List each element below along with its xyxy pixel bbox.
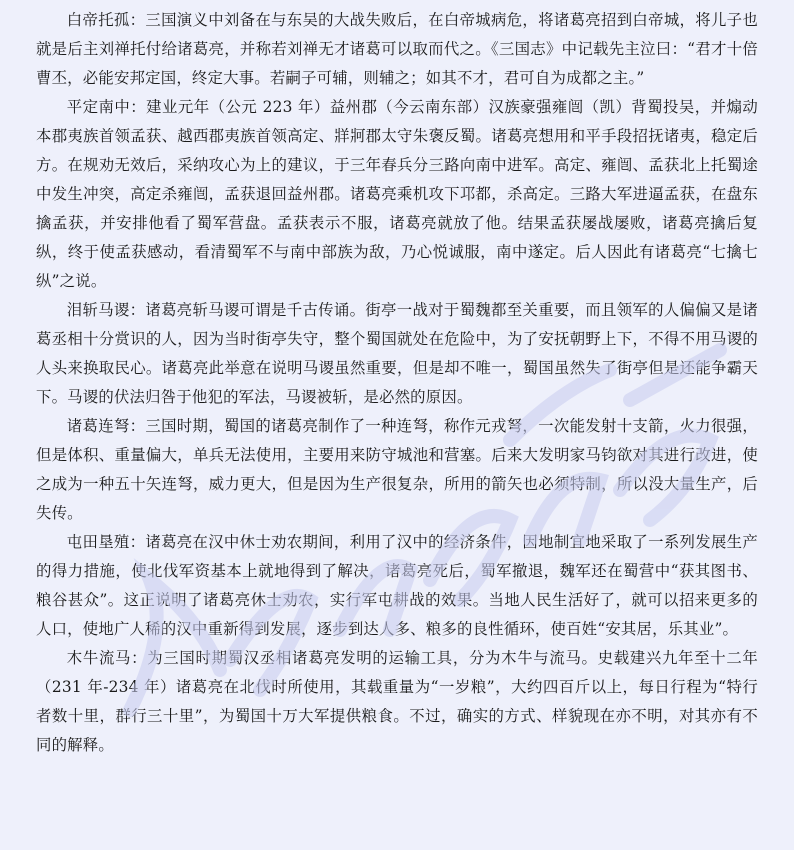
paragraph-baidi-tuogu: 白帝托孤：三国演义中刘备在与东吴的大战失败后，在白帝城病危，将诸葛亮招到白帝城，将儿子也就是后主刘禅托付给诸葛亮，并称若刘禅无才诸葛可以取而代之。《三国志》中记载先主泣曰：“君才十倍曹丕，必能安邦定国，终定大事。若嗣子可辅，则辅之；如其不才，君可自为成都之主。” [36,11,758,87]
paragraph-tuntian-kenzhi: 屯田垦殖：诸葛亮在汉中休士劝农期间，利用了汉中的经济条件，因地制宜地采取了一系列发展生产的得力措施，使北伐军资基本上就地得到了解决，诸葛亮死后，蜀军撤退，魏军还在蜀营中“获其图书、粮谷甚众”。这正说明了诸葛亮休士劝农，实行军屯耕战的效果。当地人民生活好了，就可以招来更多的人口，使地广人稀的汉中重新得到发展，逐步到达人多、粮多的良性循环，使百姓“安其居，乐其业”。 [36,533,758,638]
paragraph-pingding-nanzhong: 平定南中：建业元年（公元 223 年）益州郡（今云南东部）汉族豪强雍闿（凯）背蜀投吴，并煽动本郡夷族首领孟获、越西郡夷族首领高定、牂牁郡太守朱褒反蜀。诸葛亮想用和平手段招抚诸夷，稳定后方。在规劝无效后，采纳攻心为上的建议，于三年春兵分三路向南中进军。高定、雍闿、孟获北上托蜀途中发生冲突，高定杀雍闿，孟获退回益州郡。诸葛亮乘机攻下邛都，杀高定。三路大军进逼孟获，在盘东擒孟获，并安排他看了蜀军营盘。孟获表示不服，诸葛亮就放了他。结果孟获屡战屡败，诸葛亮擒后复纵，终于使孟获感动，看清蜀军不与南中部族为敌，乃心悦诚服，南中遂定。后人因此有诸葛亮“七擒七纵”之说。 [36,98,758,290]
paragraph-zhuge-liannu: 诸葛连弩：三国时期，蜀国的诸葛亮制作了一种连弩，称作元戎弩，一次能发射十支箭，火力很强，但是体积、重量偏大，单兵无法使用，主要用来防守城池和营塞。后来大发明家马钧欲对其进行改进，使之成为一种五十矢连弩，威力更大，但是因为生产很复杂，所用的箭矢也必须特制，所以没大量生产，后失传。 [36,417,758,522]
paragraph-muniu-liuma: 木牛流马：为三国时期蜀汉丞相诸葛亮发明的运输工具，分为木牛与流马。史载建兴九年至十二年（231 年-234 年）诸葛亮在北伐时所使用，其载重量为“一岁粮”，大约四百斤以上，每日行程为“特行者数十里，群行三十里”，为蜀国十万大军提供粮食。不过，确实的方式、样貌现在亦不明，对其亦有不同的解释。 [36,649,758,754]
paragraph-leizhan-masu: 泪斩马谡：诸葛亮斩马谡可谓是千古传诵。街亭一战对于蜀魏都至关重要，而且领军的人偏偏又是诸葛丞相十分赏识的人，因为当时街亭失守，整个蜀国就处在危险中，为了安抚朝野上下，不得不用马谡的人头来换取民心。诸葛亮此举意在说明马谡虽然重要，但是却不唯一，蜀国虽然失了街亭但是还能争霸天下。马谡的伏法归咎于他犯的军法，马谡被斩，是必然的原因。 [36,301,758,406]
